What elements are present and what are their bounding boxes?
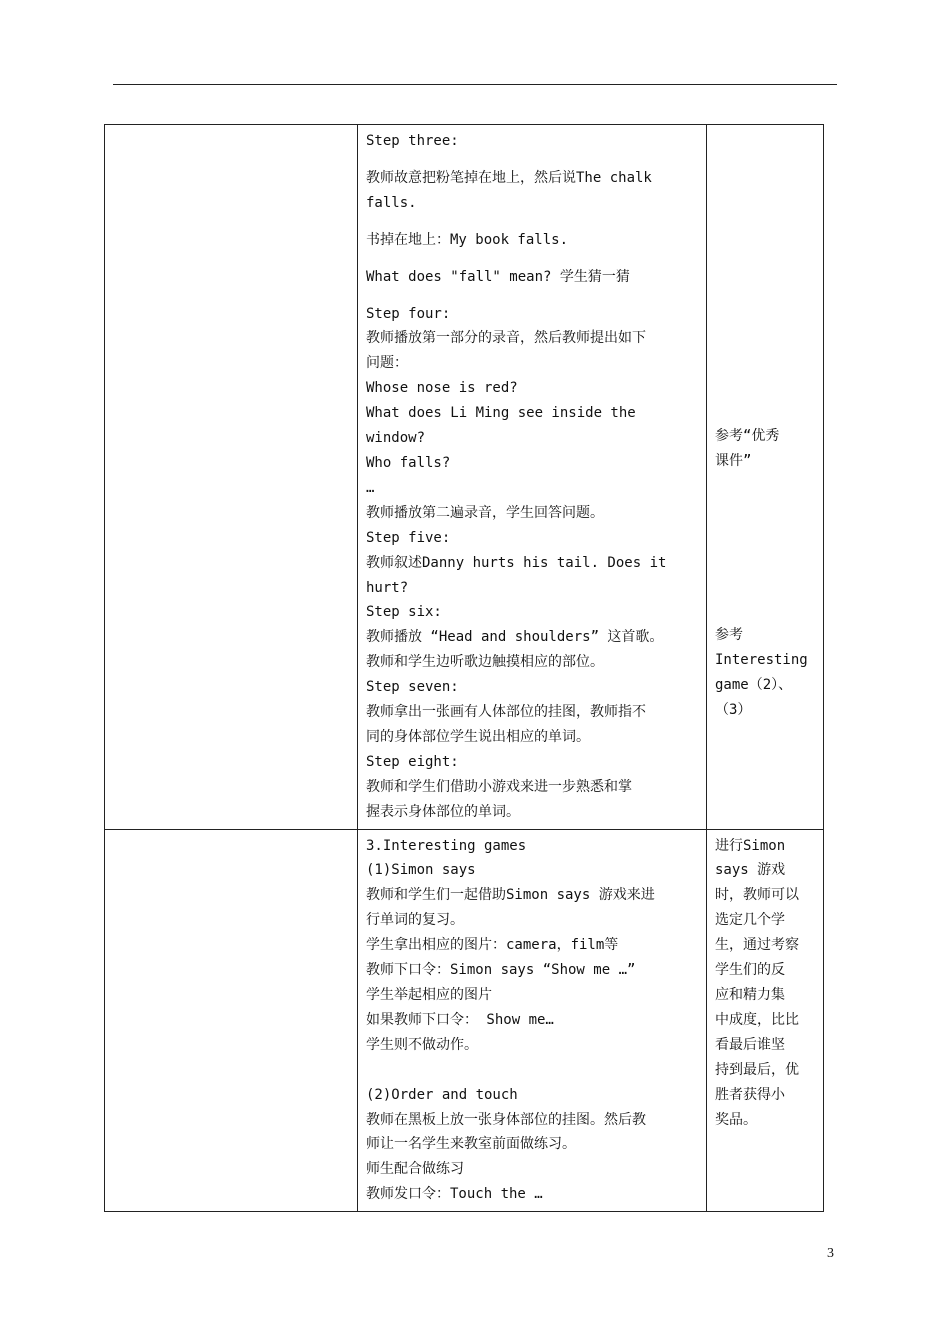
content-line: 教师播放第二遍录音，学生回答问题。: [366, 504, 604, 521]
content-line: 握表示身体部位的单词。: [366, 803, 520, 820]
content-line: 教师发口令：Touch the …: [366, 1186, 543, 1203]
content-line: Step seven:: [366, 679, 459, 696]
left-cell: [105, 125, 358, 830]
note-cell: [707, 125, 824, 830]
left-cell: [105, 829, 358, 1212]
content-line: 教师叙述Danny hurts his tail. Does it: [366, 554, 667, 571]
content-line: [366, 1058, 698, 1083]
content-line: 3.Interesting games: [366, 837, 527, 854]
content-line: 学生举起相应的图片: [366, 987, 492, 1003]
content-line: 教师播放第一部分的录音，然后教师提出如下: [366, 330, 646, 347]
content-line: What does "fall" mean? 学生猜一猜: [366, 268, 630, 285]
content-line: Step eight:: [366, 753, 459, 770]
content-line: What does Li Ming see inside the: [366, 405, 636, 422]
note-simon-says: 进行Simon says 游戏 时，教师可以 选定几个学 生，通过考察 学生们的反 应和精力集 中成度，比比 看最后谁坚 持到最后，优 胜者获得小 奖品。: [715, 837, 799, 1128]
content-line: (2)Order and touch: [366, 1086, 518, 1103]
content-line: 书掉在地上：My book falls.: [366, 231, 569, 248]
content-line: Step three:: [366, 133, 459, 149]
content-line: hurt?: [366, 579, 409, 596]
content-line: 如果教师下口令： Show me…: [366, 1011, 554, 1028]
table-row: [105, 829, 824, 1212]
content-line: falls.: [366, 194, 417, 211]
page-number: 3: [827, 1246, 834, 1261]
content-line: Step four:: [366, 305, 451, 322]
content-line: 教师和学生们借助小游戏来进一步熟悉和掌: [366, 778, 632, 795]
content-line: 行单词的复习。: [366, 912, 464, 929]
lesson-plan-table: [104, 124, 824, 1212]
content-line: Step six:: [366, 604, 442, 621]
content-cell: [358, 829, 707, 1212]
content-line: 学生则不做动作。: [366, 1036, 478, 1053]
content-line: Step five:: [366, 529, 451, 546]
content-line: 师让一名学生来教室前面做练习。: [366, 1136, 576, 1153]
content-line: 教师拿出一张画有人体部位的挂图，教师指不: [366, 704, 646, 721]
content-line: window?: [366, 430, 426, 447]
note-reference-courseware: 参考“优秀 课件”: [715, 428, 780, 469]
content-line: Whose nose is red?: [366, 380, 518, 397]
content-line: 问题：: [366, 355, 408, 372]
content-line: (1)Simon says: [366, 862, 476, 879]
content-line: 教师播放 “Head and shoulders” 这首歌。: [366, 629, 664, 646]
content-line: 教师和学生们一起借助Simon says 游戏来进: [366, 887, 655, 904]
content-cell: [358, 125, 707, 830]
content-lines: [366, 834, 698, 1208]
content-line: 教师和学生边听歌边触摸相应的部位。: [366, 654, 604, 671]
content-line: 教师下口令：Simon says “Show me …”: [366, 962, 636, 979]
content-line: …: [366, 479, 375, 496]
content-lines: [366, 129, 698, 825]
content-line: 教师故意把粉笔掉在地上，然后说The chalk: [366, 169, 652, 186]
content-line: 师生配合做练习: [366, 1161, 464, 1178]
content-line: 学生拿出相应的图片：camera，film等: [366, 937, 619, 954]
content-line: 教师在黑板上放一张身体部位的挂图。然后教: [366, 1111, 646, 1128]
content-line: 同的身体部位学生说出相应的单词。: [366, 728, 590, 745]
content-line: Who falls?: [366, 454, 451, 471]
note-reference-games: 参考 Interesting game（2）、 （3）: [715, 627, 808, 718]
note-cell: [707, 829, 824, 1212]
table-row: [105, 125, 824, 830]
header-rule: [113, 84, 837, 85]
